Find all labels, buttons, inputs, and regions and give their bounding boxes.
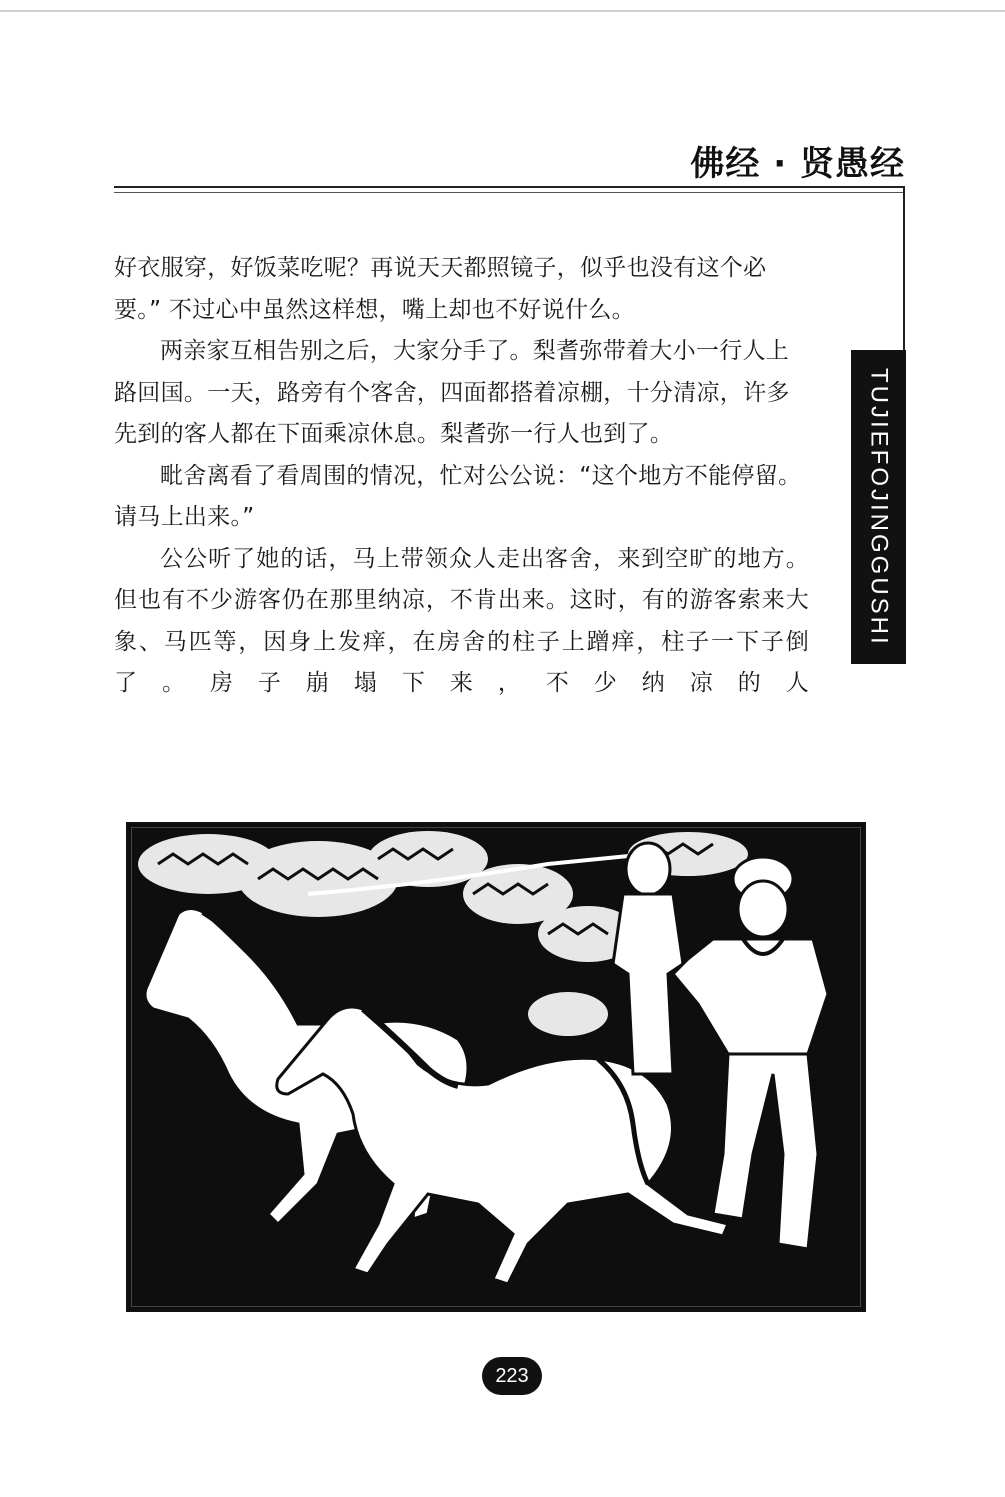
page-header-title: 佛经 · 贤愚经: [690, 144, 905, 184]
paragraph-2: 两亲家互相告别之后，大家分手了。梨耆弥带着大小一行人上路回国。一天，路旁有个客舍，四面都搭着凉棚，十分清凉，许多先到的客人都在下面乘凉休息。梨耆弥一行人也到了。: [114, 338, 790, 447]
paragraph-3: 毗舍离看了看周围的情况，忙对公公说：“这个地方不能停留。请马上出来。”: [114, 462, 802, 530]
header-side-rule: [903, 186, 905, 350]
figure-back: [613, 843, 683, 1074]
illustration-horses-and-men: [126, 822, 866, 1312]
side-tab: [851, 350, 906, 664]
page-number-badge: 223: [482, 1357, 542, 1395]
top-edge-line: [0, 10, 1005, 12]
paragraph-1: 好衣服穿，好饭菜吃呢？再说天天都照镜子，似乎也没有这个必要。” 不过心中虽然这样想，嘴上却也不好说什么。: [114, 255, 767, 323]
paragraph-4: 公公听了她的话，马上带领众人走出客舍，来到空旷的地方。但也有不少游客仍在那里纳凉，不肯出来。这时，有的游客索来大象、马匹等，因身上发痒，在房舍的柱子上蹭痒，柱子一下子倒了。房子崩塌下来，不少纳凉的人: [114, 545, 809, 696]
header-rule: [114, 186, 904, 188]
figure-front: [673, 857, 828, 1249]
header-rule-thin: [114, 192, 904, 193]
woodcut-illustration: [128, 824, 864, 1310]
side-tab-label: TUJIEFOJINGGUSHI: [865, 367, 893, 647]
body-text: [114, 248, 809, 705]
